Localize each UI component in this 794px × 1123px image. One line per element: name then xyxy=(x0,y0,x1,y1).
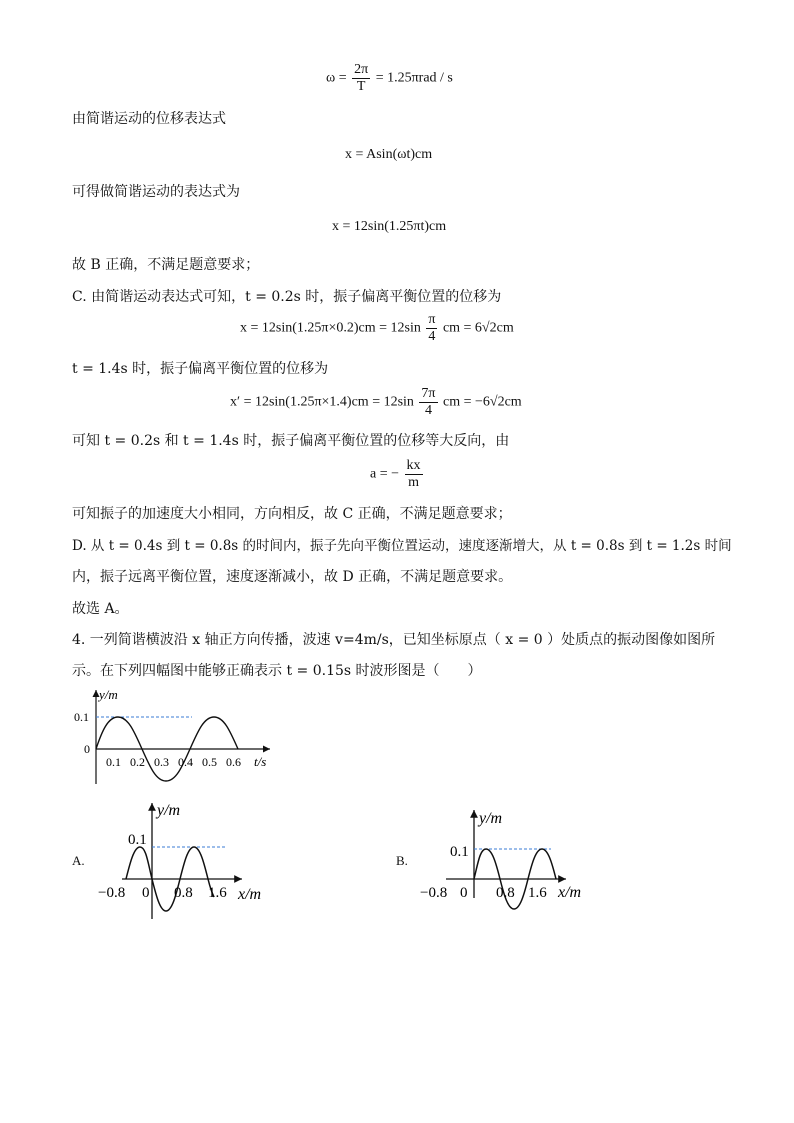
omega-rhs: = 1.25πrad / s xyxy=(375,70,453,86)
x1-right: cm = 6√2cm xyxy=(442,320,514,336)
x2-left: x′ = 12sin(1.25π×1.4)cm = 12sin xyxy=(230,394,414,410)
equation-x1 xyxy=(240,312,514,345)
omega-lhs: ω = xyxy=(326,70,347,86)
paragraph-5: t = 1.4s 时，振子偏离平衡位置的位移为 xyxy=(72,361,329,377)
x2-fraction xyxy=(419,386,437,419)
t-tick-2: 0.2 xyxy=(130,755,145,769)
omega-fraction xyxy=(352,62,370,95)
x1-numerator: π xyxy=(428,312,436,327)
equation-specific: x = 12sin(1.25πt)cm xyxy=(332,219,447,234)
a-fraction xyxy=(405,458,423,491)
option-b-y-tick: 0.1 xyxy=(450,844,469,860)
question-4-line-2: 示。在下列四幅图中能够正确表示 t = 0.15s 时波形图是（ ） xyxy=(72,663,482,679)
option-b-graph xyxy=(416,806,606,931)
equation-x2 xyxy=(230,386,522,419)
paragraph-6: 可知 t = 0.2s 和 t = 1.4s 时，振子偏离平衡位置的位移等大反向，由 xyxy=(72,433,510,449)
paragraph-9: 内，振子远离平衡位置，速度逐渐减小，故 D 正确，不满足题意要求。 xyxy=(72,569,513,585)
option-b-letter: B. xyxy=(396,853,408,868)
y-axis-label: y/m xyxy=(99,687,118,702)
option-a-graph xyxy=(92,797,282,922)
option-b-x-tick-2: 0 xyxy=(460,885,468,901)
a-numerator: kx xyxy=(406,458,421,473)
paragraph-7: 可知振子的加速度大小相同，方向相反，故 C 正确，不满足题意要求； xyxy=(72,506,512,522)
paragraph-10: 故选 A。 xyxy=(72,601,129,617)
x1-left: x = 12sin(1.25π×0.2)cm = 12sin xyxy=(240,320,421,336)
paragraph-2: 可得做简谐运动的表达式为 xyxy=(72,184,240,200)
omega-denominator: T xyxy=(356,79,366,94)
t-tick-4: 0.4 xyxy=(178,755,193,769)
t-axis-label: t/s xyxy=(254,754,267,769)
x1-denominator: 4 xyxy=(428,329,436,344)
paragraph-4: C. 由简谐运动表达式可知，t = 0.2s 时，振子偏离平衡位置的位移为 xyxy=(72,289,502,305)
a-denominator: m xyxy=(408,475,419,490)
equation-omega xyxy=(326,62,453,95)
paragraph-1: 由简谐运动的位移表达式 xyxy=(72,111,226,127)
option-b-x-tick-1: −0.8 xyxy=(420,885,448,901)
paragraph-3: 故 B 正确，不满足题意要求； xyxy=(72,257,260,273)
option-b-y-label: y/m xyxy=(479,810,503,827)
equation-general: x = Asin(ωt)cm xyxy=(345,147,433,162)
option-b-x-tick-3: 0.8 xyxy=(496,885,515,901)
equation-acceleration xyxy=(370,458,425,491)
option-a-x-tick-4: 1.6 xyxy=(208,885,227,901)
a-lhs: a = − xyxy=(370,466,400,482)
option-a-x-tick-3: 0.8 xyxy=(174,885,193,901)
question-4-line-1: 4. 一列简谐横波沿 x 轴正方向传播，波速 v=4m/s，已知坐标原点（ x = 0 ）处质点的振动图像如图所 xyxy=(72,632,716,648)
t-tick-3: 0.3 xyxy=(154,755,169,769)
x1-fraction xyxy=(426,312,437,345)
option-b-x-tick-4: 1.6 xyxy=(528,885,547,901)
vibration-graph xyxy=(72,686,282,786)
x2-numerator: 7π xyxy=(421,386,436,401)
origin-label: 0 xyxy=(84,742,90,756)
paragraph-8: D. 从 t = 0.4s 到 t = 0.8s 的时间内，振子先向平衡位置运动，速度逐渐增大，从 t = 0.8s 到 t = 1.2s 时间 xyxy=(72,538,732,554)
t-tick-5: 0.5 xyxy=(202,755,217,769)
option-b-x-label: x/m xyxy=(558,884,582,901)
option-a-x-label: x/m xyxy=(238,886,262,903)
x2-denominator: 4 xyxy=(424,403,432,418)
option-a-x-tick-2: 0 xyxy=(142,885,150,901)
option-a-y-label: y/m xyxy=(157,802,181,819)
omega-numerator: 2π xyxy=(354,62,369,77)
x2-right: cm = −6√2cm xyxy=(443,394,522,410)
option-a-letter: A. xyxy=(72,853,85,868)
y-tick-0-1: 0.1 xyxy=(74,710,89,724)
option-a-y-tick: 0.1 xyxy=(128,832,147,848)
option-a-x-tick-1: −0.8 xyxy=(98,885,126,901)
t-tick-1: 0.1 xyxy=(106,755,121,769)
t-tick-6: 0.6 xyxy=(226,755,241,769)
